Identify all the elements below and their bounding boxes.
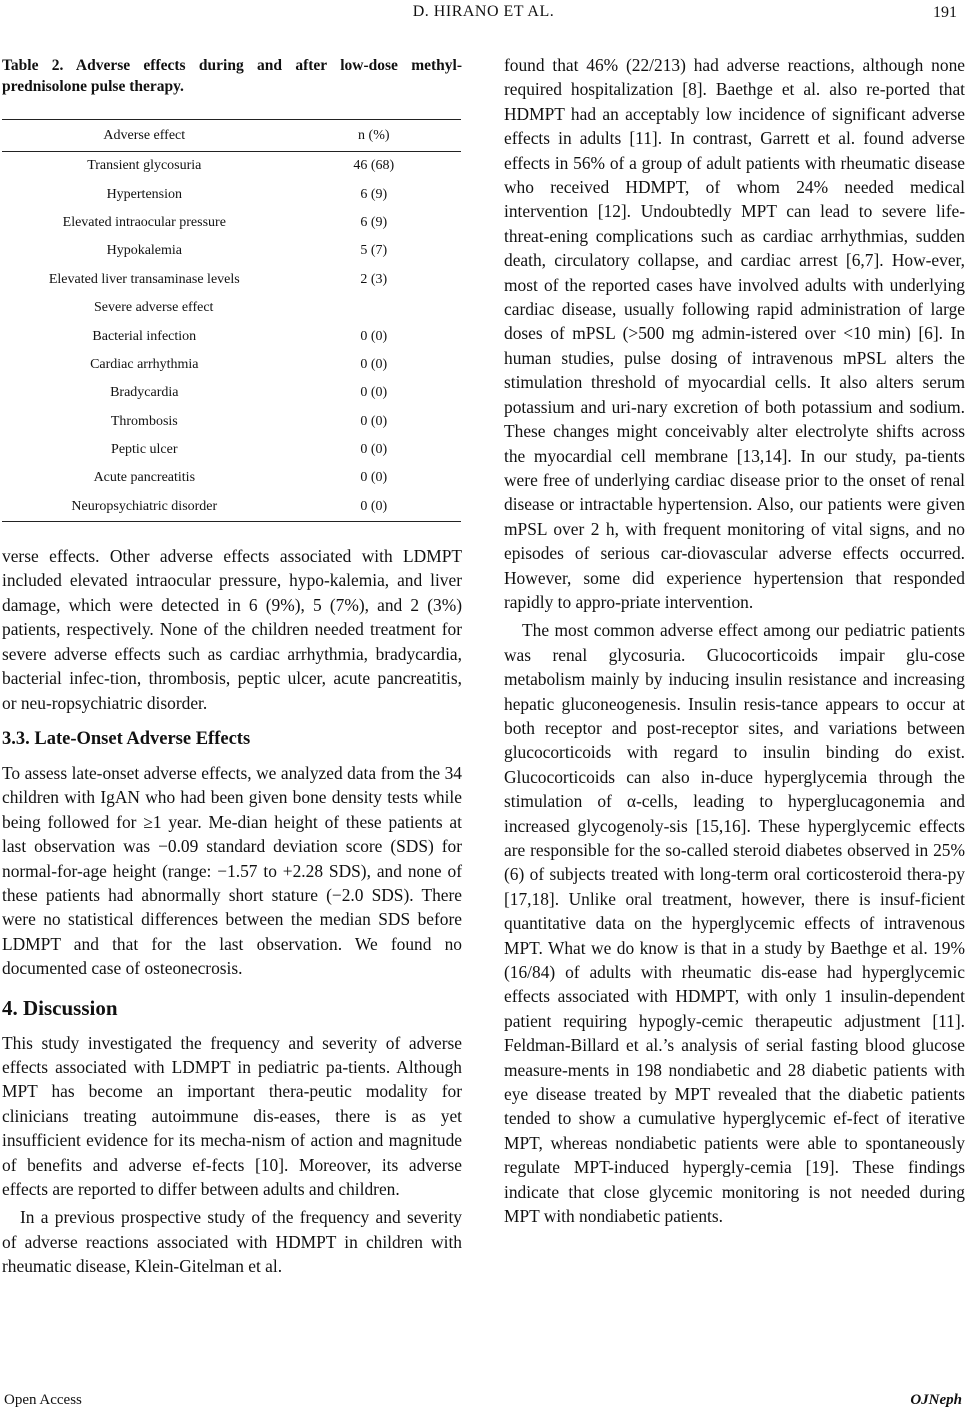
footer-journal: OJNeph (910, 1392, 962, 1408)
table-cell-n: 0 (0) (360, 328, 388, 344)
table-cell-n: 0 (0) (360, 442, 388, 458)
table-row (2, 294, 461, 322)
paragraph: To assess late-onset adverse effects, we analyzed data from the 34 children with IgAN who had been given bone density tests while being followed for ≥1 year. Me-dian height of these patients at last observation was −0.09 standard deviation score (SDS) for normal-for-age height (range: −1.57 to +2.28 SDS), and none of these patients had abnormally short stature (−2.0 SDS). There were no statistical differences between the median SDS before LDMPT and that for the last observation. We found no documented case of osteonecrosis. (2, 762, 462, 979)
table-cell-n: 0 (0) (360, 470, 388, 486)
table-cell-effect: Elevated liver transaminase levels (48, 271, 240, 287)
running-head-title: D. HIRANO ET AL. (412, 3, 555, 20)
table-cell-n: 0 (0) (360, 385, 388, 401)
table-cell-effect: Transient glycosuria (87, 158, 202, 174)
table-cell-n: 5 (7) (360, 243, 388, 259)
table-row (2, 180, 461, 208)
table-cell-effect: Bacterial infection (92, 328, 197, 344)
table-cell-effect: Hypertension (106, 186, 182, 202)
table-cell-effect: Acute pancreatitis (93, 470, 196, 486)
table-cell-n: 0 (0) (360, 413, 388, 429)
table-row (2, 379, 461, 407)
table-cell-effect: Elevated intraocular pressure (62, 214, 226, 230)
table-cell-n: 6 (9) (360, 214, 388, 230)
table-header-row (2, 120, 461, 152)
table-row (2, 493, 461, 522)
page-number: 191 (933, 4, 957, 21)
table-cell-n: 2 (3) (360, 271, 388, 287)
table-cell-effect: Thrombosis (110, 413, 178, 429)
footer-open-access: Open Access (4, 1392, 82, 1408)
table-cell-effect: Severe adverse effect (94, 300, 214, 316)
paragraph: In a previous prospective study of the frequency and severity of adverse reactions associated with HDMPT in children with rheumatic disease, Klein-Gitelman et al. (2, 1207, 462, 1277)
table-row (2, 351, 461, 379)
table-row (2, 266, 461, 294)
table-cell-effect: Cardiac arrhythmia (90, 356, 199, 372)
table-header-effect: Adverse effect (2, 120, 287, 152)
table-cell-effect: Neuropsychiatric disorder (2, 493, 287, 522)
table-cell-n: 0 (0) (360, 356, 388, 372)
running-head (0, 0, 967, 30)
table-row (2, 464, 461, 492)
adverse-effects-table (2, 119, 461, 522)
table-row (2, 209, 461, 237)
table-row (2, 237, 461, 265)
table-cell-n (287, 294, 461, 322)
paragraph: This study investigated the frequency and severity of adverse effects associated with LDMPT in pediatric pa-tients. Although MPT has become an important thera-peutic modality for clinicians treating autoimmune dis-eases, there is as yet insufficient evidence for its mecha-nism of action and magnitude of benefits and adverse ef-fects [10]. Moreover, its adverse effects are reported to differ between adults and children. (2, 1032, 462, 1200)
table-cell-n: 46 (68) (353, 158, 395, 174)
table-cell-n: 0 (0) (287, 493, 461, 522)
section-heading-3-3: 3.3. Late-Onset Adverse Effects (2, 728, 251, 749)
section-heading-4: 4. Discussion (2, 995, 118, 1020)
left-column (2, 55, 462, 1279)
table-cell-effect: Peptic ulcer (111, 442, 178, 458)
table-row (2, 436, 461, 464)
table-row (2, 152, 461, 181)
paragraph: found that 46% (22/213) had adverse reactions, although none required hospitalization [8]. Baethge et al. also re-ported that HDMPT had an acceptably low incidence of significant adverse effects in adults [11]. In contrast, Garrett et al. found adverse effects in 56% of a group of adult patients with rheumatic disease who received HDMPT, of whom 24% needed medical intervention [12]. Undoubtedly MPT can lead to severe life-threat-ening complications such as cardiac arrhythmias, sudden death, circulatory collapse, and cardiac arrest [6,7]. How-ever, most of the reported cases have involved adults with underlying cardiac disease, usually following rapid administration of large doses of mPSL (>500 mg admin-istered over <10 min) [6]. In human studies, pulse dosing of intravenous mPSL alters the stimulation threshold of myocardial cells. It also alters serum potassium and uri-nary excretion of both potassium and sodium. These changes might conceivably alter electrolyte shifts across the myocardial cell membrane [13,14]. In our study, pa-tients were free of underlying cardiac disease prior to the onset of renal disease or intractable hypertension. Also, our patients were given mPSL over 2 h, with frequent monitoring of vital signs, and no episodes of serious car-diovascular adverse effects occurred. However, some did experience hypertension that responded rapidly to appro-priate intervention. (504, 55, 965, 612)
table-header-n: n (%) (287, 120, 461, 152)
table-caption: Table 2. Adverse effects during and after low-dose methyl-prednisolone pulse therapy. (2, 57, 462, 95)
table-cell-effect: Bradycardia (110, 385, 179, 401)
table-cell-n: 6 (9) (360, 186, 388, 202)
table-row (2, 322, 461, 350)
table-row (2, 408, 461, 436)
paragraph: verse effects. Other adverse effects associated with LDMPT included elevated intraocular pressure, hypo-kalemia, and liver damage, which were detected in 6 (9%), 5 (7%), and 2 (3%) patients, respectively. None of the children needed treatment for severe adverse effects such as cardiac arrhythmia, bradycardia, bacterial infec-tion, thrombosis, peptic ulcer, acute pancreatitis, or neu-ropsychiatric disorder. (2, 546, 462, 713)
right-column (504, 55, 965, 1229)
table-cell-effect: Hypokalemia (106, 243, 182, 259)
paragraph: The most common adverse effect among our pediatric patients was renal glycosuria. Glucocorticoids impair glu-cose metabolism mainly by inducing insulin resistance and increasing hepatic gluconeogenesis. Insulin resis-tance appears to occur at both receptor and post-receptor sites, and variations between glucocorticoids with regard to insulin binding do exist. Glucocorticoids can also in-duce hyperglycemia through the stimulation of α-cells, leading to hyperglucagonemia and increased glycogenoly-sis [15,16]. These hyperglycemic effects are responsible for the so-called steroid diabetes observed in 25% (6) of subjects treated with long-term oral corticosteroid thera-py [17,18]. Unlike oral treatment, however, there is insuf-ficient quantitative data on the hyperglycemic effects of intravenous MPT. What we do know is that in a study by Baethge et al. 19% (16/84) of adults with rheumatic dis-ease had hyperglycemic effects associated with HDMPT, with only 1 insulin-dependent patient requiring hypogly-cemic therapeutic adjustment [11]. Feldman-Billard et al.’s analysis of serial fasting blood glucose measure-ments in 198 nondiabetic and 28 diabetic patients with eye disease treated by MPT revealed that the diabetic patients tended to show a cumulative hyperglycemic ef-fect of iterative MPT, whereas nondiabetic patients were able to spontaneously regulate MPT-induced hypergly-cemia [19]. These findings indicate that close glycemic monitoring is not needed during MPT with nondiabetic patients. (504, 620, 965, 1227)
